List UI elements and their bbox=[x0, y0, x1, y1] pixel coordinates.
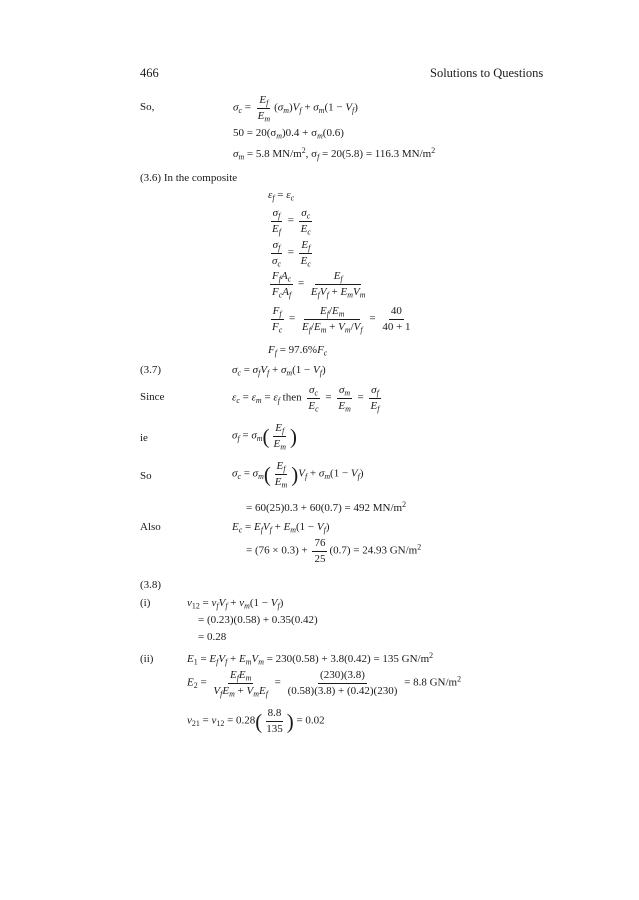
label-so: So, bbox=[140, 101, 155, 113]
equation-sigma-c-numeric: = 60(25)0.3 + 60(0.7) = 492 $MN/m^2$ bbox=[246, 500, 407, 514]
question-3-7-label: (3.7) bbox=[140, 364, 162, 376]
equation-ec-general: $E_c = E_fV_f + E_m(1 - V_f)$ bbox=[232, 521, 330, 535]
part-i-label: (i) bbox=[140, 597, 151, 609]
question-3-6-heading: (3.6) In the composite bbox=[140, 172, 238, 184]
equation-50: $50 = 20(\sigma_m)0.4 + \sigma_m(0.6)$ bbox=[233, 127, 344, 141]
equation-force-ratio: $\frac{F_f}{F_c}$ = $\frac{E_f/E_m}{E_f/E_m + V_m/V_f}$ = $\frac{40}{40 + 1}$ bbox=[272, 305, 411, 335]
equation-ff-result: $F_f = 97.6\%F_c$ bbox=[268, 344, 328, 358]
equation-e2: $E_2$ = $\frac{E_fE_m}{V_fE_m + V_mE_f}$ = $\frac{(230)(3.8)}{(0.58)(3.8) + (0.42)(230)}$ = 8.8 $GN/m^2$ bbox=[187, 669, 462, 699]
equation-rule-of-mixtures: $\sigma_c = \sigma_fV_f + \sigma_m(1 - V_f)$ bbox=[232, 364, 326, 378]
label-so-2: So bbox=[140, 470, 152, 482]
equation-sigma-c-general: $\sigma_c$ = $\frac{E_f}{E_m}$ $(\sigma_m)V_f + \sigma_m(1 - V_f)$ bbox=[233, 94, 358, 124]
running-title: Solutions to Questions bbox=[430, 66, 544, 80]
equation-ec-numeric: = (76 × 0.3) + $\frac{76}{25}$ (0.7) = 24.93 $GN/m^2$ bbox=[246, 537, 422, 565]
equation-e1: $E_1 = E_fV_f + E_mV_m = 230(0.58) + 3.8(0.42) = 135$ $GN/m^2$ bbox=[187, 651, 434, 667]
equation-since-strain: $\varepsilon_c = \varepsilon_m = \varepsilon_f$ then $\frac{\sigma_c}{E_c}$ = $\frac{\sigma_m}{E_m}$ = $\frac{\sigma_f}{E_f}$ bbox=[232, 384, 380, 414]
equation-poisson-12: $\nu_{12} = \nu_fV_f + \nu_m(1 - V_f)$ bbox=[187, 597, 284, 611]
equation-strain-equal: $\varepsilon_f = \varepsilon_c$ bbox=[268, 189, 295, 203]
equation-poisson-12-numeric: = (0.23)(0.58) + 0.35(0.42) bbox=[198, 614, 318, 626]
equation-force-area-ratio: $\frac{F_fA_c}{F_cA_f}$ = $\frac{E_f}{E_fV_f + E_mV_m}$ bbox=[272, 270, 366, 300]
equation-poisson-12-result: = 0.28 bbox=[198, 631, 227, 643]
label-since: Since bbox=[140, 391, 165, 403]
label-also: Also bbox=[140, 521, 161, 533]
equation-sigma-f: $\sigma_f = \sigma_m$( $\frac{E_f}{E_m}$ ) bbox=[232, 422, 297, 452]
equation-poisson-21: $\nu_{21} = \nu_{12} = 0.28$( $\frac{8.8}{135}$ ) = 0.02 bbox=[187, 707, 325, 735]
equation-sigma-m-result: $\sigma_m = 5.8$ $MN/m^2$, $\sigma_f = 20(5.8) = 116.3$ $MN/m^2$ bbox=[233, 146, 436, 162]
question-3-8-label: (3.8) bbox=[140, 579, 162, 591]
equation-sigma-c-substituted: $\sigma_c = \sigma_m$( $\frac{E_f}{E_m}$ )$V_f + \sigma_m(1 - V_f)$ bbox=[232, 460, 364, 490]
label-ie: ie bbox=[140, 432, 148, 444]
equation-stress-ratio: $\frac{\sigma_f}{\sigma_c}$ = $\frac{E_f}{E_c}$ bbox=[272, 239, 311, 269]
page-number: 466 bbox=[140, 66, 159, 80]
part-ii-label: (ii) bbox=[140, 653, 154, 665]
equation-stress-over-modulus: $\frac{\sigma_f}{E_f}$ = $\frac{\sigma_c}{E_c}$ bbox=[272, 207, 311, 237]
